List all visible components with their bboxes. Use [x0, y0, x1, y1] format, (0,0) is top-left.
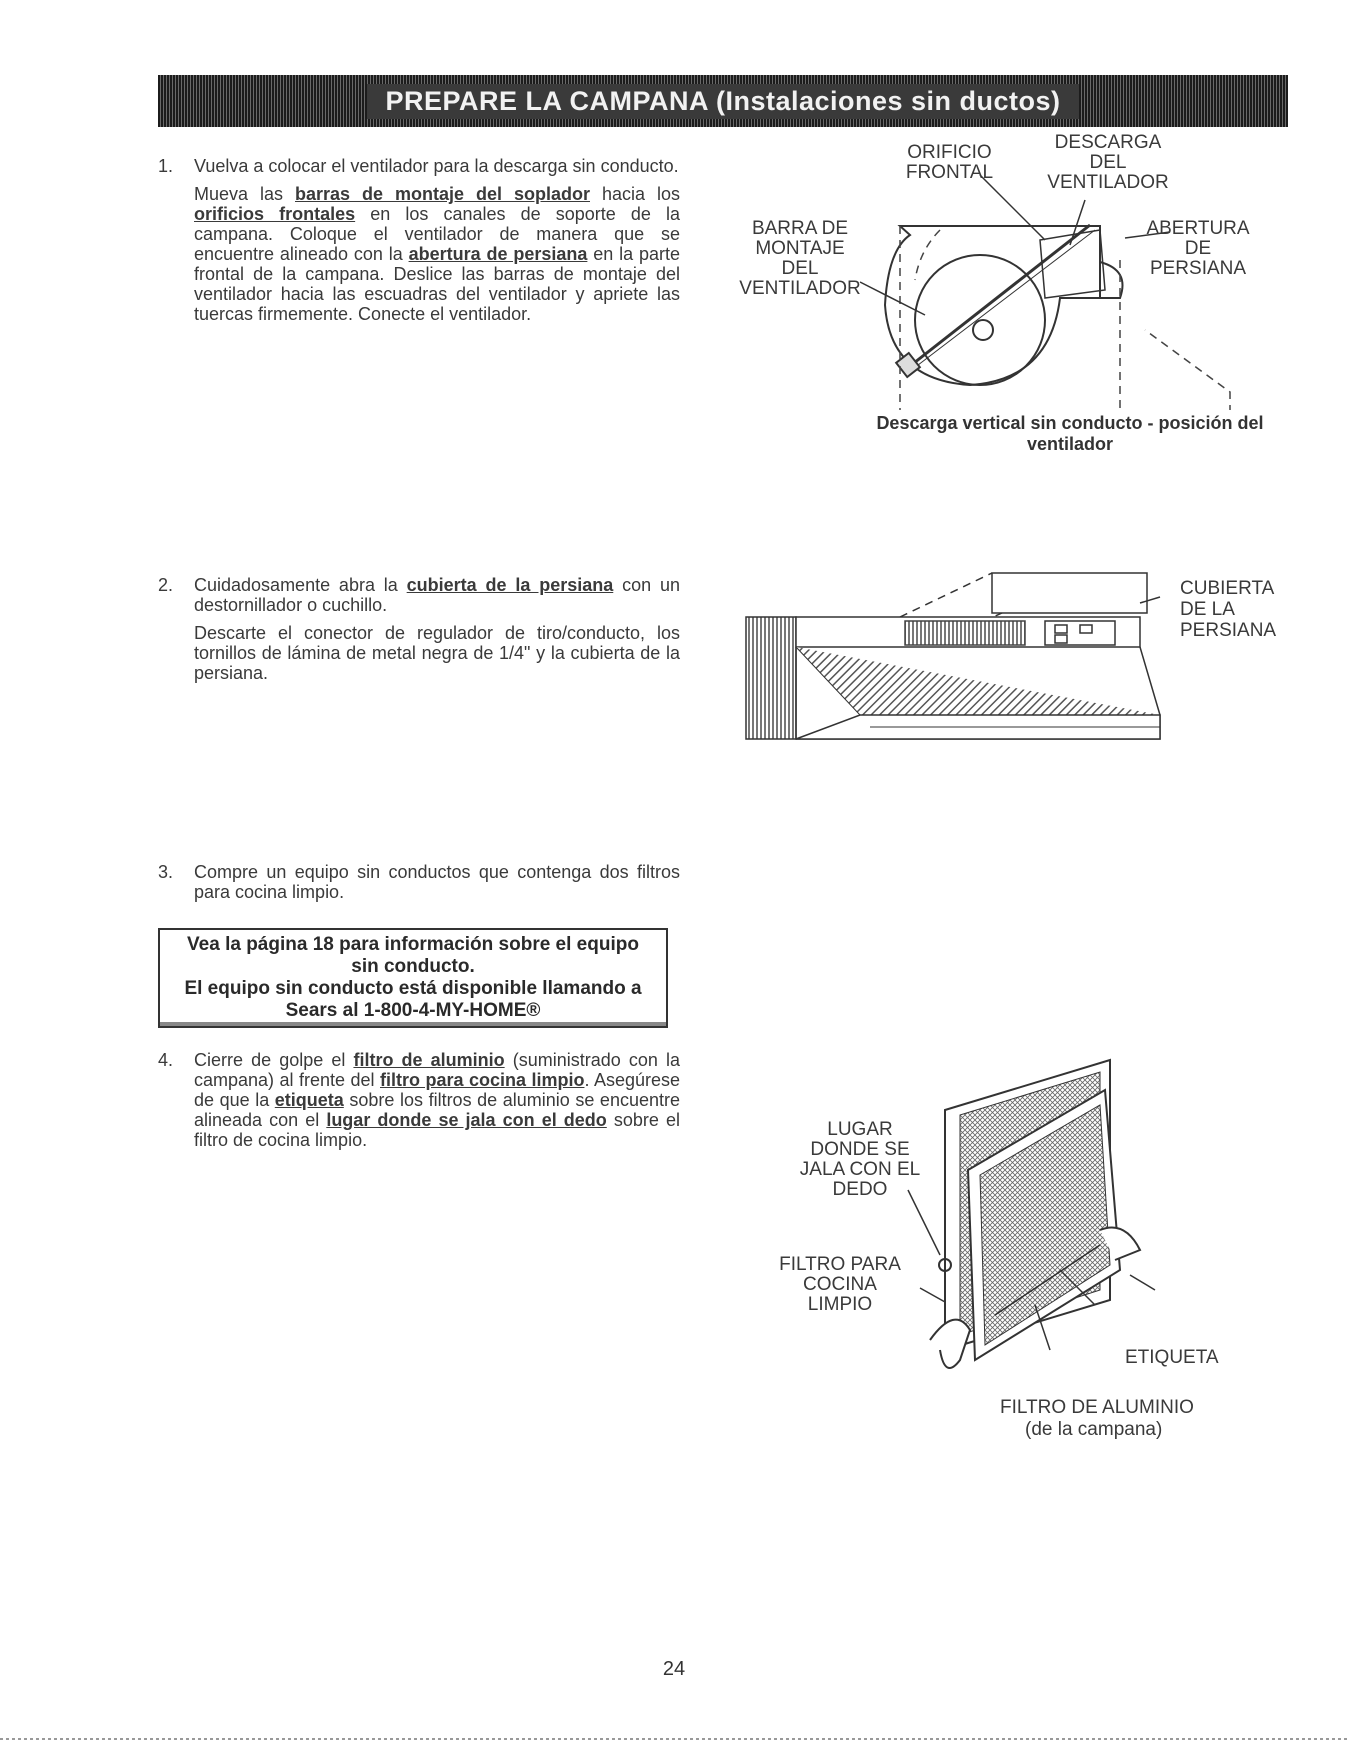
hood-cover-diagram	[740, 565, 1180, 755]
term-filtro-aluminio: filtro de aluminio	[353, 1050, 505, 1070]
ductless-kit-notice: Vea la página 18 para información sobre el equipo sin conducto. El equipo sin conducto está disponible llamando a Sears al 1-800-4-MY-HOME®	[158, 928, 668, 1028]
term-barras-montaje: barras de montaje del soplador	[295, 184, 590, 204]
step-2-paragraph-2: Descarte el conector de regulador de tiro/conducto, los tornillos de lámina de metal negra de 1/4" y la cubierta de la persiana.	[194, 623, 680, 683]
label-cubierta-persiana: CUBIERTA DE LA PERSIANA	[1180, 578, 1277, 641]
step-number: 3.	[158, 862, 174, 882]
page-number: 24	[662, 1658, 686, 1680]
motor-hub	[973, 320, 993, 340]
term-filtro-cocina: filtro para cocina limpio	[380, 1070, 585, 1090]
step-3-paragraph-1: Compre un equipo sin conductos que contenga dos filtros para cocina limpio.	[194, 862, 680, 902]
label-etiqueta: ETIQUETA	[1125, 1347, 1219, 1368]
label-filtro-aluminio: FILTRO DE ALUMINIO	[1000, 1397, 1194, 1418]
step-2	[158, 575, 680, 691]
step-1	[158, 156, 680, 332]
step-4-paragraph-1: Cierre de golpe el filtro de aluminio (suministrado con la campana) al frente del filtro para cocina limpio. Asegúrese de que la etiqueta sobre los filtros de aluminio se encuentre alineada con el lugar donde se jala con el dedo sobre el filtro de cocina limpio.	[194, 1050, 681, 1150]
term-abertura-persiana: abertura de persiana	[408, 244, 588, 264]
section-banner	[158, 75, 1288, 127]
label-descarga-ventilador: DESCARGA DEL VENTILADOR	[1047, 132, 1169, 193]
step-number: 1.	[158, 156, 174, 176]
label-barra-montaje: BARRA DE MONTAJE DEL VENTILADOR	[739, 218, 861, 299]
bottom-rule	[0, 1738, 1348, 1740]
step-3	[158, 862, 680, 910]
step-1-paragraph-1: Vuelva a colocar el ventilador para la descarga sin conducto.	[194, 156, 679, 176]
step-number: 4.	[158, 1050, 174, 1070]
term-lugar-dedo: lugar donde se jala con el dedo	[326, 1110, 607, 1130]
blower-housing	[885, 226, 1123, 385]
step-4	[158, 1050, 680, 1158]
hood-underside	[796, 647, 1160, 715]
term-cubierta-persiana: cubierta de la persiana	[406, 575, 614, 595]
term-etiqueta: etiqueta	[274, 1090, 344, 1110]
step-1-paragraph-2: Mueva las barras de montaje del soplador hacia los orificios frontales en los canales de soporte de la campana. Coloque el ventilador de manera que se encuentre alineado con la abertura de persiana en la parte frontal de la campana. Deslice las barras de montaje del ventilador hacia las escuadras del ventilador y apriete las tuercas firmemente. Conecte el ventilador.	[194, 184, 681, 324]
filter-assembly-diagram	[900, 1050, 1180, 1380]
hand-left	[930, 1320, 970, 1368]
figure-1-caption: Descarga vertical sin conducto - posición del ventilador	[876, 413, 1264, 454]
label-de-la-campana: (de la campana)	[1025, 1419, 1163, 1440]
term-orificios-frontales: orificios frontales	[194, 204, 356, 224]
section-title: PREPARE LA CAMPANA (Instalaciones sin ductos)	[367, 84, 1078, 119]
label-abertura-persiana: ABERTURA DE PERSIANA	[1146, 218, 1250, 279]
step-number: 2.	[158, 575, 174, 595]
label-filtro-cocina-limpio: FILTRO PARA COCINA LIMPIO	[779, 1254, 901, 1315]
label-orificio-frontal: ORIFICIO FRONTAL	[905, 142, 994, 183]
label-lugar-dedo: LUGAR DONDE SE JALA CON EL DEDO	[799, 1119, 921, 1200]
step-2-paragraph-1: Cuidadosamente abra la cubierta de la persiana con un destornillador o cuchillo.	[194, 575, 680, 615]
persiana-cover	[992, 573, 1147, 613]
